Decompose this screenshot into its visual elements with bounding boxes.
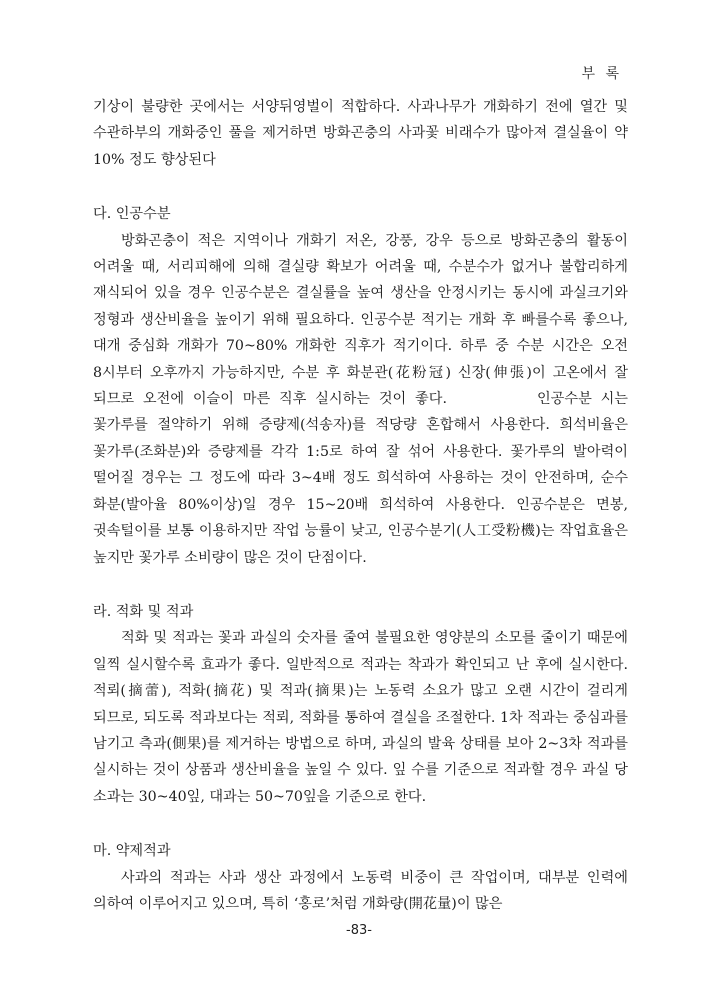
page-number: -83- (346, 923, 372, 938)
page-body (93, 94, 628, 917)
section-title-artificial-pollination: 다. 인공수분 (93, 206, 171, 223)
section-title-thinning: 라. 적화 및 적과 (93, 603, 194, 620)
section-paragraph-thinning: 적화 및 적과는 꽃과 과실의 숫자를 줄여 불필요한 영양분의 소모를 줄이기 때문에 일찍 실시할수록 효과가 좋다. 일반적으로 적과는 착과가 확인되고 난 후에 실시한다. 적뢰(摘蕾), 적화(摘花) 및 적과(摘果)는 노동력 소요가 많고 오랜 시간이 걸리게 되므로, 되도록 적과보다는 적뢰, 적화를 통하여 결실을 조절한다. 1차 적과는 중심과를 남기고 측과(側果)를 제거하는 방법으로 하며, 과실의 발육 상태를 보아 2~3차 적과를 실시하는 것이 상품과 생산비율을 높일 수 있다. 잎 수를 기준으로 적과할 경우 과실 당 소과는 30~40잎, 대과는 50~70잎을 기준으로 한다. (93, 630, 628, 805)
running-header: 부 록 (581, 66, 622, 82)
section-paragraph-artificial-pollination (93, 228, 628, 571)
paragraph-part-1: 방화곤충이 적은 지역이나 개화기 저온, 강풍, 강우 등으로 방화곤충의 활동이 어려울 때, 서리피해에 의해 결실량 확보가 어려울 때, 수분수가 없거나 불합리하게 재식되어 있을 경우 인공수분은 결실률을 높여 생산을 안정시키는 동시에 과실크기와 정형과 생산비율을 높이기 위해 필요하다. 인공수분 적기는 개화 후 빠를수록 좋으나, 대개 중심화 개화가 70~80% 개화한 직후가 적기이다. 하루 중 수분 시간은 오전 8시부터 오후까지 가능하지만, 수분 후 화분관(花粉冠) 신장(伸張)이 고온에서 잘 되므로 오전에 이슬이 마른 직후 실시하는 것이 좋다. (93, 232, 628, 408)
section-title-chemical-thinning: 마. 약제적과 (93, 843, 171, 860)
intro-paragraph: 기상이 불량한 곳에서는 서양뒤영벌이 적합하다. 사과나무가 개화하기 전에 열간 및 수관하부의 개화중인 풀을 제거하면 방화곤충의 사과꽃 비래수가 많아져 결실율이 약 10% 정도 향상된다 (93, 99, 628, 168)
paragraph-part-2: 인공수분 시는 꽃가루를 절약하기 위해 증량제(석송자)를 적당량 혼합해서 사용한다. 희석비율은 꽃가루(조화분)와 증량제를 각각 1:5로 하여 잘 섞어 사용한다. 꽃가루의 발아력이 떨어질 경우는 그 정도에 따라 3~4배 정도 희석하여 사용하는 것이 안전하며, 순수 화분(발아율 80%이상)일 경우 15~20배 희석하여 사용한다. 인공수분은 면봉, 귓속털이를 보통 이용하지만 작업 능률이 낮고, 인공수분기(人工受粉機)는 작업효율은 높지만 꽃가루 소비량이 많은 것이 단점이다. (93, 391, 628, 566)
section-paragraph-chemical-thinning: 사과의 적과는 사과 생산 과정에서 노동력 비중이 큰 작업이며, 대부분 인력에 의하여 이루어지고 있으며, 특히 ‘홍로’처럼 개화량(開花量)이 많은 (93, 869, 628, 912)
